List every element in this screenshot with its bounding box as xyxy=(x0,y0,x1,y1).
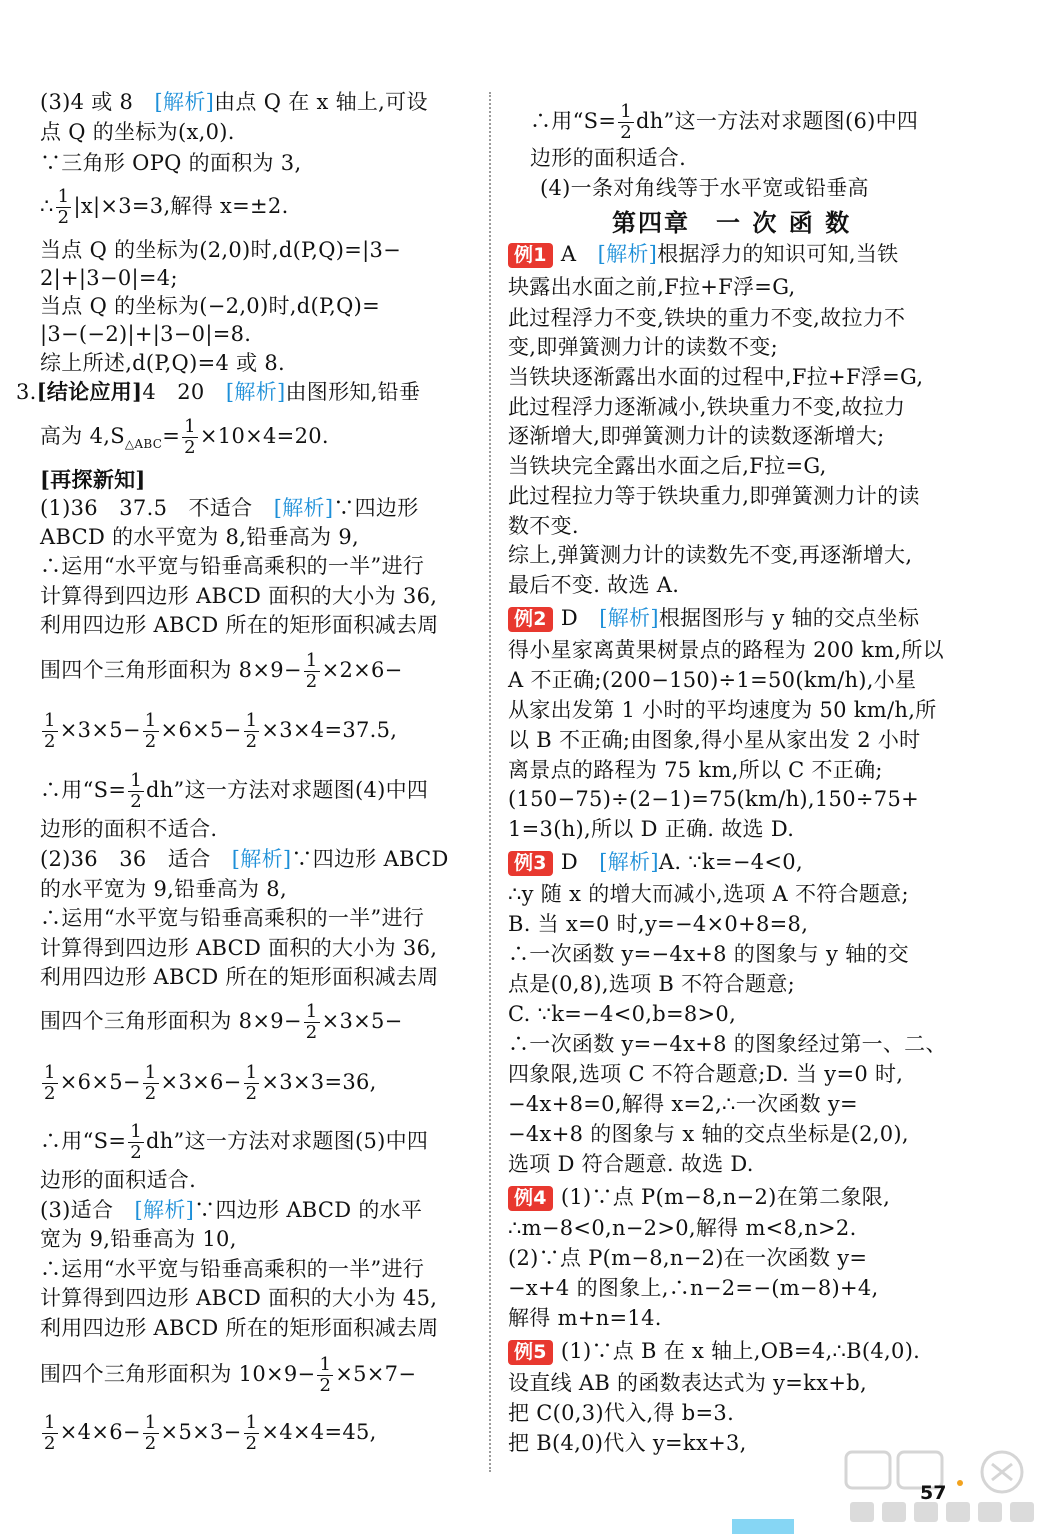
page-dot-decoration xyxy=(957,1480,963,1486)
fraction: $\frac{1}{2}$ xyxy=(245,710,258,752)
text-line: 当点 Q 的坐标为(2,0)时,d(P,Q)=|3− xyxy=(40,238,402,262)
text-line: 当点 Q 的坐标为(−2,0)时,d(P,Q)= xyxy=(40,294,381,318)
text-line: $\frac{1}{2}$ ×3×5− $\frac{1}{2}$ ×6×5− $\frac{1}{2}$ ×3×4=37.5, xyxy=(44,710,398,752)
text-line: 围四个三角形面积为 10×9− $\frac{1}{2}$ ×5×7− xyxy=(40,1354,417,1396)
example-badge: 例2 xyxy=(508,607,553,632)
fraction: $\frac{1}{2}$ xyxy=(184,416,196,458)
text-line: 计算得到四边形 ABCD 面积的大小为 45, xyxy=(40,1286,438,1310)
text-line: $\frac{1}{2}$ ×4×6− $\frac{1}{2}$ ×5×3− $\frac{1}{2}$ ×4×4=45, xyxy=(44,1412,377,1454)
text-line: 逐渐增大,即弹簧测力计的读数逐渐增大; xyxy=(508,424,885,448)
text-line: 围四个三角形面积为 8×9− $\frac{1}{2}$ ×3×5− xyxy=(40,1001,403,1043)
example-3: 例3 D [解析]A. ∵k=−4<0, xyxy=(508,848,803,876)
text-line: 综上,弹簧测力计的读数先不变,再逐渐增大, xyxy=(508,543,913,567)
example-badge: 例3 xyxy=(508,851,553,876)
text-line: ∴运用“水平宽与铅垂高乘积的一半”进行 xyxy=(40,1257,425,1281)
fraction: $\frac{1}{2}$ xyxy=(144,1062,157,1104)
text-line: ∴用“S= $\frac{1}{2}$ dh”这一方法对求题图(5)中四 xyxy=(40,1121,429,1163)
text-line: 得小星家离黄果树景点的路程为 200 km,所以 xyxy=(508,638,944,662)
example-5: 例5 (1)∵点 B 在 x 轴上,OB=4,∴B(4,0). xyxy=(508,1337,920,1365)
text-line: ∴用“S= $\frac{1}{2}$ dh”这一方法对求题图(6)中四 xyxy=(530,101,919,143)
section-heading: [再探新知] xyxy=(40,467,146,492)
text-line: 设直线 AB 的函数表达式为 y=kx+b, xyxy=(508,1371,867,1395)
text-line: 最后不变. 故选 A. xyxy=(508,573,680,597)
text-line: ∴一次函数 y=−4x+8 的图象与 y 轴的交 xyxy=(508,942,909,966)
text-line: 利用四边形 ABCD 所在的矩形面积减去周 xyxy=(40,613,439,637)
text-line: (3)适合 [解析]∵四边形 ABCD 的水平 xyxy=(40,1198,423,1222)
fraction: $\frac{1}{2}$ xyxy=(130,1121,142,1163)
text-line: 围四个三角形面积为 8×9− $\frac{1}{2}$ ×2×6− xyxy=(40,650,403,692)
text-line: 把 C(0,3)代入,得 b=3. xyxy=(508,1401,735,1425)
text-line: 2|+|3−0|=4; xyxy=(40,266,178,290)
text-line: (150−75)÷(2−1)=75(km/h),150÷75+ xyxy=(508,787,919,811)
text-line: ∴y 随 x 的增大而减小,选项 A 不符合题意; xyxy=(508,882,909,906)
conclusion-tag: [结论应用] xyxy=(36,379,143,404)
text-line: −x+4 的图象上,∴n−2=−(m−8)+4, xyxy=(508,1276,879,1300)
text-line: 数不变. xyxy=(508,514,579,538)
text-line: ABCD 的水平宽为 8,铅垂高为 9, xyxy=(40,525,359,549)
text-line: 计算得到四边形 ABCD 面积的大小为 36, xyxy=(40,936,438,960)
text-line: 此过程拉力等于铁块重力,即弹簧测力计的读 xyxy=(508,484,920,508)
text-line: C. ∵k=−4<0,b=8>0, xyxy=(508,1002,737,1026)
text-line: 的水平宽为 9,铅垂高为 8, xyxy=(40,877,287,901)
text-line: 此过程浮力逐渐减小,铁块重力不变,故拉力 xyxy=(508,395,906,419)
text-line: ∵三角形 OPQ 的面积为 3, xyxy=(40,151,302,175)
analysis-tag: [解析] xyxy=(273,496,334,520)
text-line: $\frac{1}{2}$ ×6×5− $\frac{1}{2}$ ×3×6− $\frac{1}{2}$ ×3×3=36, xyxy=(44,1062,377,1104)
fraction: $\frac{1}{2}$ xyxy=(144,710,157,752)
fraction: $\frac{1}{2}$ xyxy=(57,186,70,228)
text-line: 当铁块完全露出水面之后,F拉=G, xyxy=(508,454,827,478)
text-line: ∴一次函数 y=−4x+8 的图象经过第一、二、 xyxy=(508,1032,947,1056)
fraction: $\frac{1}{2}$ xyxy=(305,650,318,692)
text-line: 选项 D 符合题意. 故选 D. xyxy=(508,1152,754,1176)
text-line: 宽为 9,铅垂高为 10, xyxy=(40,1227,237,1251)
text-line: 边形的面积不适合. xyxy=(40,817,218,841)
text-line: 综上所述,d(P,Q)=4 或 8. xyxy=(40,351,286,375)
fraction: $\frac{1}{2}$ xyxy=(44,1412,56,1454)
text-line: 从家出发第 1 小时的平均速度为 50 km/h,所 xyxy=(508,698,937,722)
analysis-tag: [解析] xyxy=(599,850,659,874)
fraction: $\frac{1}{2}$ xyxy=(319,1354,332,1396)
analysis-tag: [解析] xyxy=(231,847,292,871)
analysis-tag: [解析] xyxy=(225,380,286,404)
chapter-title: 第四章 一 次 函 数 xyxy=(612,209,852,237)
text-line: 高为 $4,S_{\triangle ABC}=$ $\frac{1}{2}$ ×10×4=20. xyxy=(40,416,329,458)
bottom-color-bar xyxy=(732,1519,794,1534)
text-line: (3)4 或 8 [解析]由点 Q 在 x 轴上,可设 xyxy=(40,90,428,114)
text-line: 当铁块逐渐露出水面的过程中,F拉+F浮=G, xyxy=(508,365,924,389)
page-number: 57 xyxy=(920,1482,947,1504)
column-divider xyxy=(489,92,491,1472)
example-badge: 例1 xyxy=(508,243,553,268)
example-4: 例4 (1)∵点 P(m−8,n−2)在第二象限, xyxy=(508,1183,890,1211)
analysis-tag: [解析] xyxy=(599,606,659,630)
text-line: ∴ $\frac{1}{2}$ |x|×3=3,解得 x=±2. xyxy=(40,186,289,228)
text-line: 解得 m+n=14. xyxy=(508,1306,662,1330)
text-line: 块露出水面之前,F拉+F浮=G, xyxy=(508,275,796,299)
text-line: ∴用“S= $\frac{1}{2}$ dh”这一方法对求题图(4)中四 xyxy=(40,770,429,812)
text-line: ∴运用“水平宽与铅垂高乘积的一半”进行 xyxy=(40,554,425,578)
text-line: (4)一条对角线等于水平宽或铅垂高 xyxy=(540,176,869,200)
fraction: $\frac{1}{2}$ xyxy=(44,1062,56,1104)
fraction: $\frac{1}{2}$ xyxy=(44,710,56,752)
text-line: 计算得到四边形 ABCD 面积的大小为 36, xyxy=(40,584,438,608)
text-line: −4x+8 的图象与 x 轴的交点坐标是(2,0), xyxy=(508,1122,909,1146)
text-line: 利用四边形 ABCD 所在的矩形面积减去周 xyxy=(40,1316,439,1340)
text-line: 利用四边形 ABCD 所在的矩形面积减去周 xyxy=(40,965,439,989)
analysis-tag: [解析] xyxy=(597,242,658,266)
text-line: 四象限,选项 C 不符合题意;D. 当 y=0 时, xyxy=(508,1062,904,1086)
analysis-tag: [解析] xyxy=(134,1198,195,1222)
example-2: 例2 D [解析]根据图形与 y 轴的交点坐标 xyxy=(508,604,919,632)
fraction: $\frac{1}{2}$ xyxy=(245,1412,258,1454)
text-line: |3−(−2)|+|3−0|=8. xyxy=(40,322,252,346)
text-line: A 不正确;(200−150)÷1=50(km/h),小星 xyxy=(508,668,917,692)
text-line: 点是(0,8),选项 B 不符合题意; xyxy=(508,972,796,996)
fraction: $\frac{1}{2}$ xyxy=(620,101,632,143)
analysis-tag: [解析] xyxy=(154,90,215,114)
text-line: (1)36 37.5 不适合 [解析]∵四边形 xyxy=(40,496,419,520)
fraction: $\frac{1}{2}$ xyxy=(245,1062,258,1104)
text-line: 离景点的路程为 75 km,所以 C 不正确; xyxy=(508,758,883,782)
text-line: 点 Q 的坐标为(x,0). xyxy=(40,120,235,144)
text-line: 以 B 不正确;由图象,得小星从家出发 2 小时 xyxy=(508,728,921,752)
example-1: 例1 A [解析]根据浮力的知识可知,当铁 xyxy=(508,240,898,268)
fraction: $\frac{1}{2}$ xyxy=(305,1001,318,1043)
text-line: 把 B(4,0)代入 y=kx+3, xyxy=(508,1431,747,1455)
text-line: (2)∵点 P(m−8,n−2)在一次函数 y= xyxy=(508,1246,868,1270)
text-line: B. 当 x=0 时,y=−4×0+8=8, xyxy=(508,912,809,936)
text-line: ∴m−8<0,n−2>0,解得 m<8,n>2. xyxy=(508,1216,857,1240)
text-line: (2)36 36 适合 [解析]∵四边形 ABCD xyxy=(40,847,449,871)
text-line: 边形的面积适合. xyxy=(40,1168,197,1192)
text-line: 此过程浮力不变,铁块的重力不变,故拉力不 xyxy=(508,306,906,330)
text-line: 3.[结论应用]4 20 [解析]由图形知,铅垂 xyxy=(16,379,421,404)
text-line: 1=3(h),所以 D 正确. 故选 D. xyxy=(508,817,795,841)
fraction: $\frac{1}{2}$ xyxy=(144,1412,157,1454)
example-badge: 例5 xyxy=(508,1340,553,1365)
text-line: ∴运用“水平宽与铅垂高乘积的一半”进行 xyxy=(40,906,425,930)
text-line: 边形的面积适合. xyxy=(530,146,687,170)
text-line: −4x+8=0,解得 x=2,∴一次函数 y= xyxy=(508,1092,858,1116)
example-badge: 例4 xyxy=(508,1186,553,1211)
text-line: 变,即弹簧测力计的读数不变; xyxy=(508,335,778,359)
fraction: $\frac{1}{2}$ xyxy=(130,770,142,812)
